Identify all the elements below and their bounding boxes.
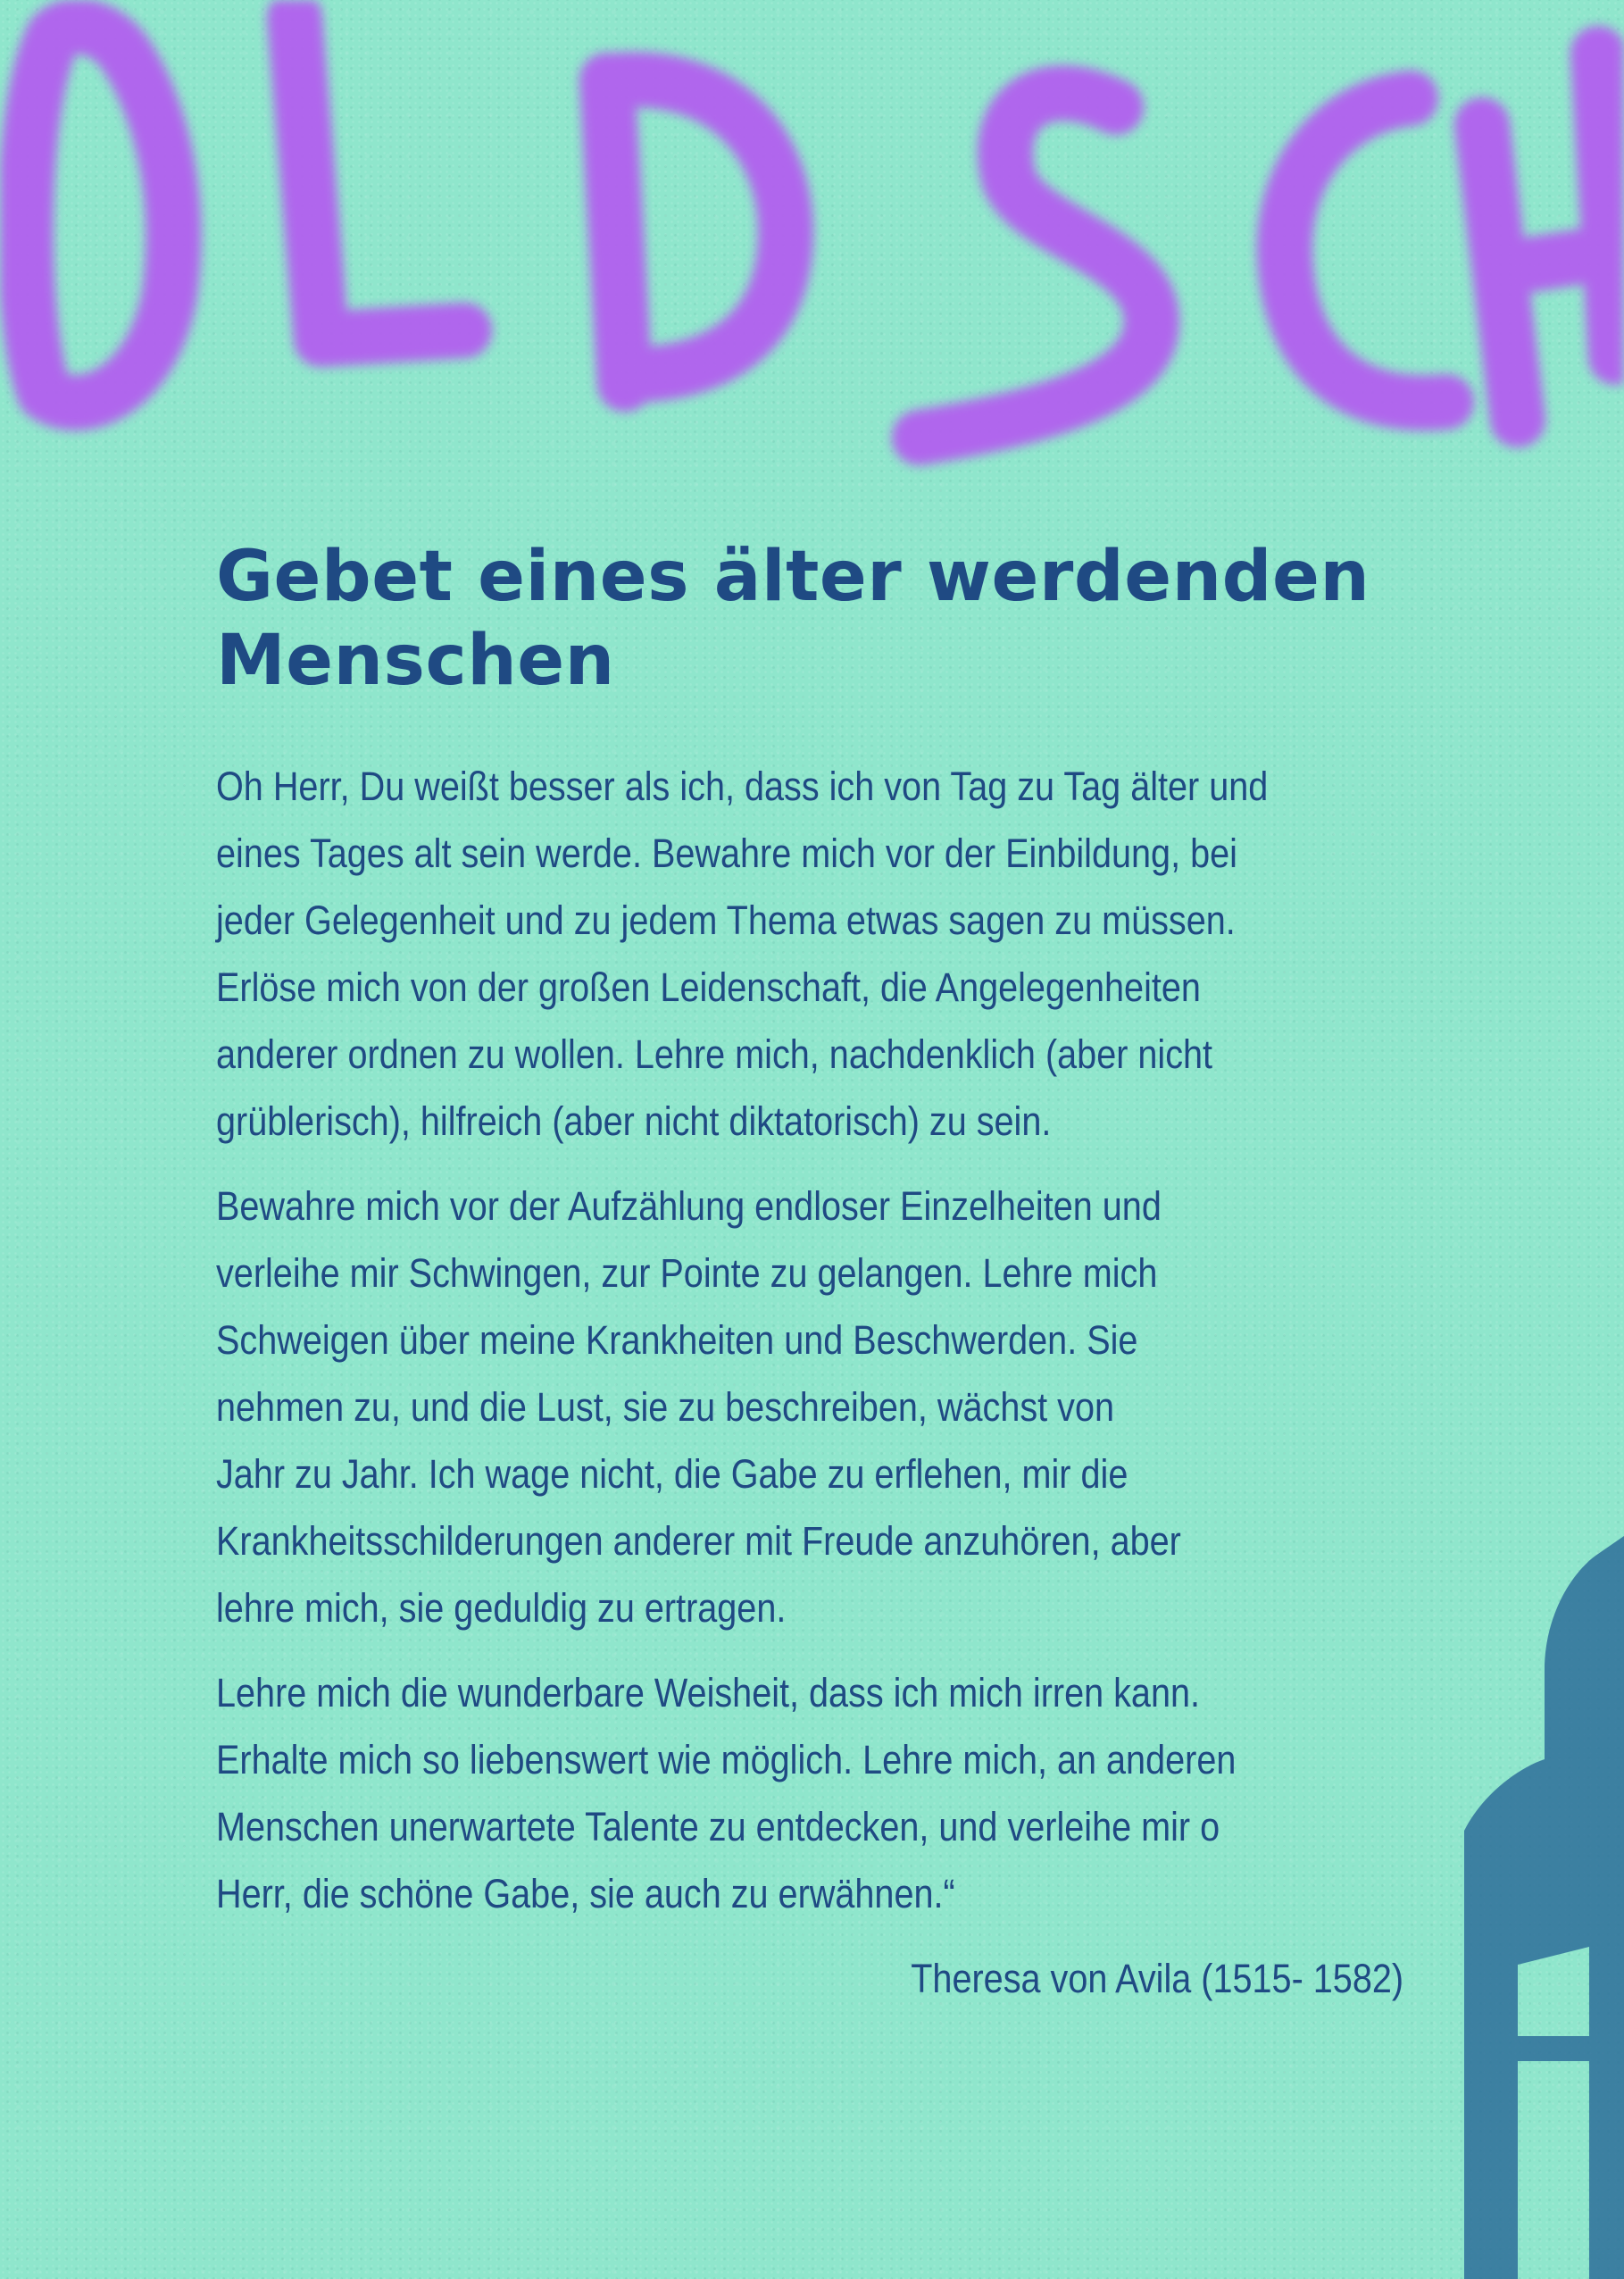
poem-paragraph-3: Lehre mich die wunderbare Weisheit, dass ich mich irren kann. Erhalte mich so liebenswert wie möglich. Lehre mich, an anderen Menschen unerwartete Talente zu entdecken, und verleihe mir o Herr, die schöne Gabe, sie auch zu erwähnen.“ (216, 1670, 1237, 1917)
graffiti-letter-s (920, 93, 1152, 438)
attribution: Theresa von Avila (1515- 1582) (911, 1956, 1403, 2002)
poem-paragraph-1: Oh Herr, Du weißt besser als ich, dass ich von Tag zu Tag älter und eines Tages alt sein werde. Bewahre mich vor der Einbildung, bei jeder Gelegenheit und zu jedem Thema etwas sagen zu müssen. Erlöse mich von der großen Leidenschaft, die Angelegenheiten anderer ordnen zu wollen. Lehre mich, nachdenklich (aber nicht grüblerisch), hilfreich (aber nicht diktatorisch) zu sein. (216, 764, 1269, 1145)
graffiti-letter-c (1285, 98, 1446, 403)
graffiti-letter-o (26, 27, 174, 403)
chair-shadow (1464, 1536, 1624, 2279)
graffiti-letter-l (295, 18, 464, 339)
graffiti-letter-d (607, 79, 786, 384)
graffiti-oldsch-artwork (0, 0, 1624, 500)
prayer-article (216, 536, 1403, 2002)
graffiti-letter-h (1482, 54, 1624, 420)
poem-paragraph-2: Bewahre mich vor der Aufzählung endloser Einzelheiten und verleihe mir Schwingen, zur Pointe zu gelangen. Lehre mich Schweigen über meine Krankheiten und Beschwerden. Sie nehmen zu, und die Lust, sie zu beschreiben, wächst von Jahr zu Jahr. Ich wage nicht, die Gabe zu erflehen, mir die Krankheitsschilderungen anderer mit Freude anzuhören, aber lehre mich, sie geduldig zu ertragen. (216, 1183, 1181, 1632)
poem-title: Gebet eines älter werdenden Menschen (216, 537, 1370, 701)
